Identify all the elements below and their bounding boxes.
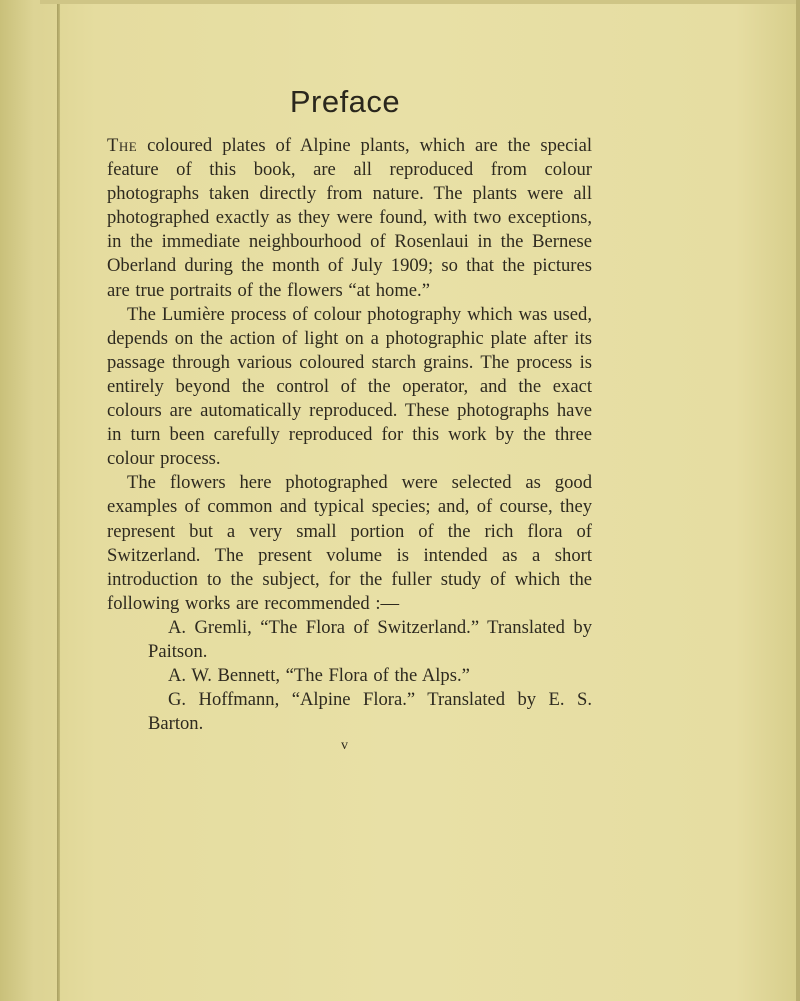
paragraph-3: The flowers here photographed were selected as good examples of common and typical species; and, of course, they represent but a very small portion of the rich flora of Switzerland. The present volume is intended as a short introduction to the subject, for the fuller study of which the following works are recommended :— <box>107 472 592 614</box>
book-gutter <box>0 0 62 1001</box>
preface-body <box>107 134 592 736</box>
paragraph-1-text: coloured plates of Alpine plants, which are the special feature of this book, are all reproduced from colour photographs taken directly from nature. The plants were all photographed exactly as they were found, with two exceptions, in the immediate neighbourhood of Rosenlaui in the Bernese Oberland during the month of July 1909; so that the pictures are true portraits of the flowers “at home.” <box>107 135 592 301</box>
reference-item: A. Gremli, “The Flora of Switzerland.” Translated by Paitson. <box>148 616 592 662</box>
page-top-edge <box>40 0 800 4</box>
paragraph-1 <box>107 134 592 303</box>
reference-item: A. W. Bennett, “The Flora of the Alps.” <box>168 665 470 687</box>
page-number: v <box>341 738 349 753</box>
paragraph-2: The Lumière process of colour photography which was used, depends on the action of light on a photographic plate after its passage through various coloured starch grains. The process is entirely beyond the control of the operator, and the exact colours are automatically reproduced. These photographs have in turn been carefully reproduced for this work by the three colour process. <box>107 303 592 470</box>
page-right-edge <box>796 0 800 1001</box>
gutter-fold-line <box>57 0 60 1001</box>
page-title: Preface <box>289 84 401 119</box>
reference-list <box>107 616 592 736</box>
opening-word: The <box>107 135 138 156</box>
reference-item: G. Hoffmann, “Alpine Flora.” Translated by E. S. Barton. <box>148 689 592 735</box>
